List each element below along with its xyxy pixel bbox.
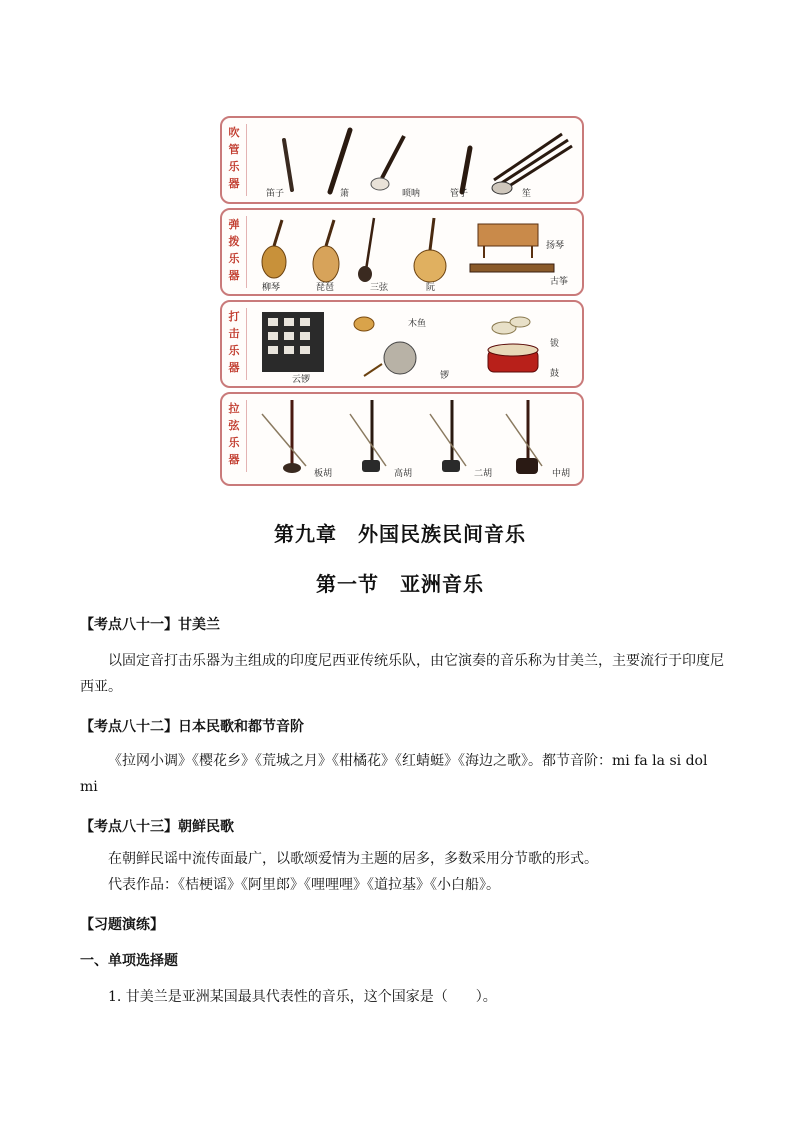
instrument-label-guzheng: 古筝 <box>550 277 569 287</box>
panel-plucked <box>220 208 584 296</box>
instrument-label-guanzi: 管子 <box>450 189 469 199</box>
instrument-label-gu: 鼓 <box>550 369 560 379</box>
instrument-label-suona: 唢呐 <box>402 189 421 199</box>
instrument-label-sheng: 笙 <box>522 189 532 199</box>
instrument-chart <box>214 108 588 490</box>
instrument-label-luo: 锣 <box>440 371 450 381</box>
category-label: 吹管乐器 <box>228 126 240 190</box>
key-point-82-body: 《拉网小调》《樱花乡》《荒城之月》《柑橘花》《红蜻蜓》《海边之歌》。都节音阶：mi fa la si dol mi <box>80 753 708 795</box>
category-label: 拉弦乐器 <box>228 402 240 466</box>
key-point-82-heading: 【考点八十二】日本民歌和都节音阶 <box>80 719 304 735</box>
category-label: 弹拨乐器 <box>228 218 240 282</box>
key-point-83-heading: 【考点八十三】朝鲜民歌 <box>80 819 234 835</box>
instrument-label-yunluo: 云锣 <box>292 375 311 385</box>
instrument-label-banhu: 板胡 <box>314 469 333 479</box>
percussion-instruments-illustration <box>222 302 582 386</box>
key-point-83-body: 在朝鲜民谣中流传面最广，以歌颂爱情为主题的居多，多数采用分节歌的形式。 <box>108 851 598 867</box>
instrument-label-pipa: 琵琶 <box>316 283 335 293</box>
chapter-title: 第九章 外国民族民间音乐 <box>274 522 526 546</box>
instrument-label-zhonghu: 中胡 <box>552 469 571 479</box>
instrument-label-erhu: 二胡 <box>474 469 493 479</box>
instrument-label-ruan: 阮 <box>426 283 436 293</box>
question-1: 1. 甘美兰是亚洲某国最具代表性的音乐，这个国家是（ ）。 <box>108 989 497 1005</box>
section-title: 第一节 亚洲音乐 <box>316 572 484 596</box>
key-point-81-body: 以固定音打击乐器为主组成的印度尼西亚传统乐队，由它演奏的音乐称为甘美兰，主要流行于印度尼西亚。 <box>80 653 724 695</box>
instrument-label-xiao: 箫 <box>340 189 350 199</box>
category-label: 打击乐器 <box>228 310 240 374</box>
key-point-81-heading: 【考点八十一】甘美兰 <box>80 617 220 633</box>
key-point-83-works: 代表作品：《桔梗谣》《阿里郎》《哩哩哩》《道拉基》《小白船》。 <box>108 877 500 893</box>
instrument-label-dizi: 笛子 <box>266 189 285 199</box>
instrument-label-liuqin: 柳琴 <box>262 283 281 293</box>
panel-bowed <box>220 392 584 486</box>
part1-heading: 一、单项选择题 <box>80 953 178 969</box>
exercise-heading: 【习题演练】 <box>80 917 164 933</box>
panel-percussion <box>220 300 584 388</box>
instrument-label-gaohu: 高胡 <box>394 469 413 479</box>
instrument-label-muyu: 木鱼 <box>408 319 427 329</box>
panel-wind <box>220 116 584 204</box>
instrument-label-sanxian: 三弦 <box>370 283 389 293</box>
instrument-label-bo: 钹 <box>550 339 560 349</box>
instrument-label-yangqin: 扬琴 <box>546 241 565 251</box>
